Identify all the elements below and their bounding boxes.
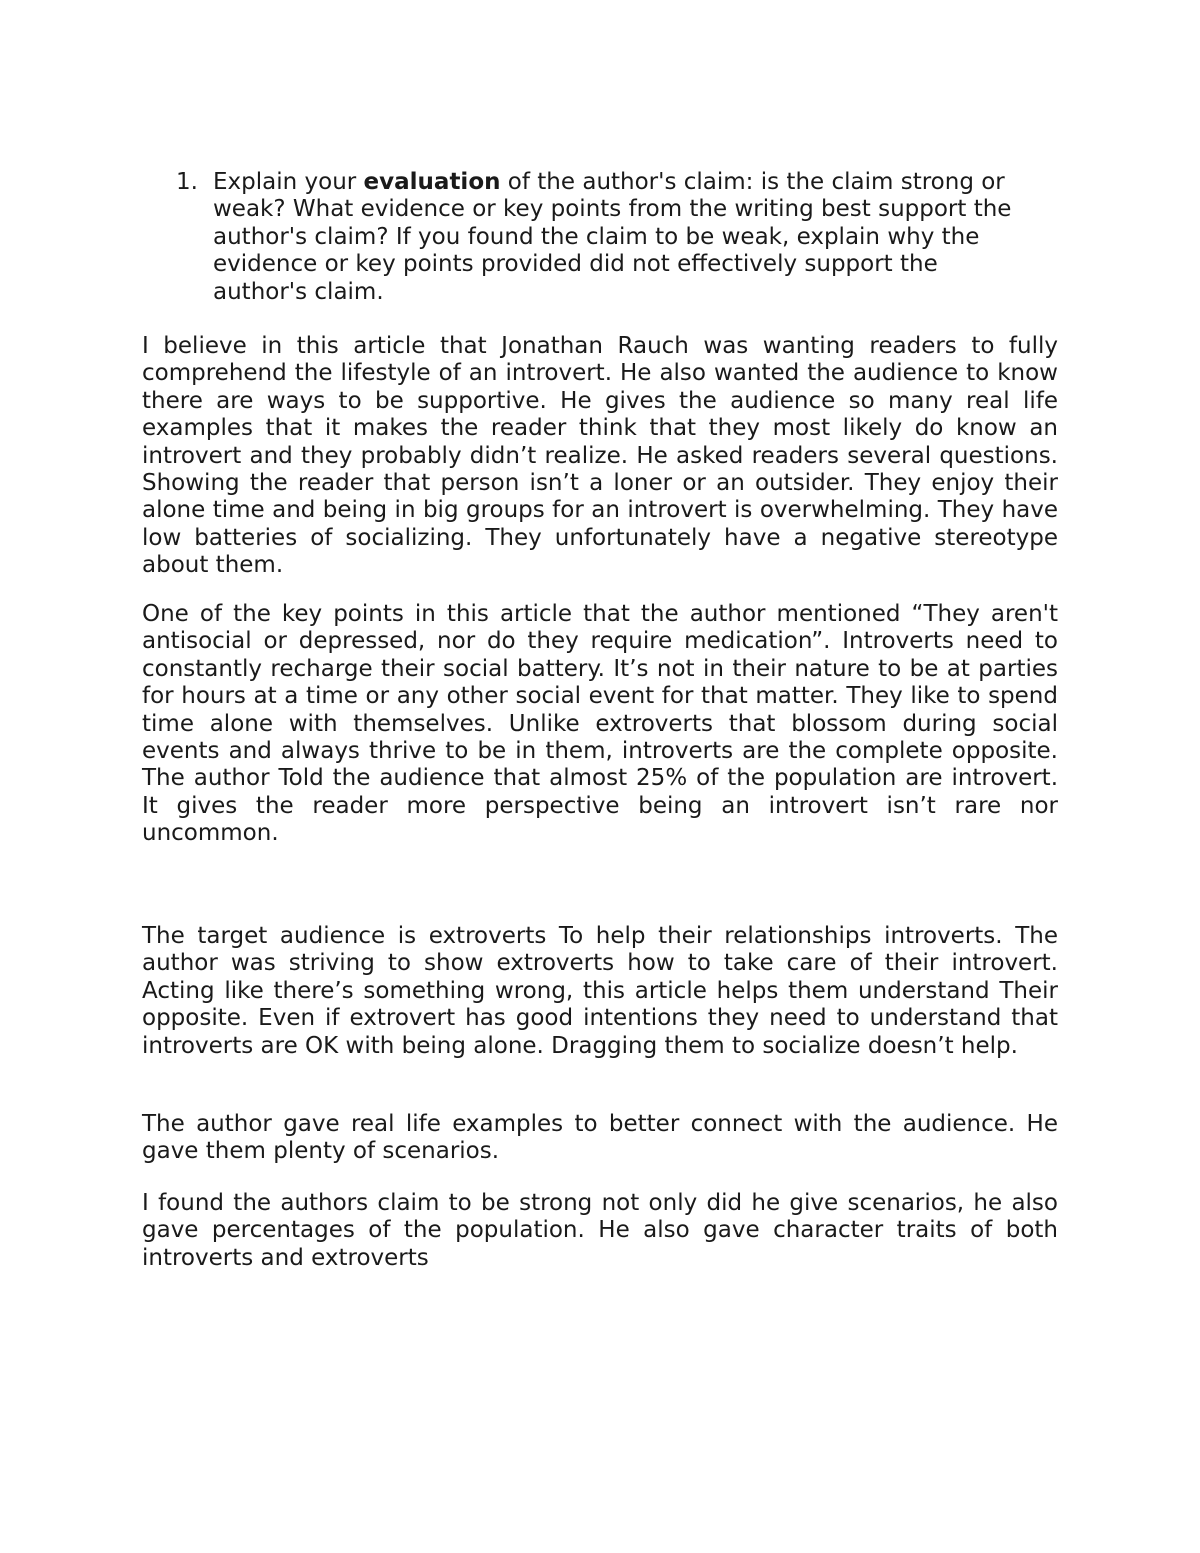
question-text-before: Explain your <box>213 169 364 195</box>
question-text-after: of the author's claim: is the claim strong or weak? What evidence or key points from the writing best support the author's claim? If you found the claim to be weak, explain why the evidence or key points provided did not effectively support the author's claim. <box>213 169 1012 305</box>
paragraph-5: I found the authors claim to be strong not only did he give scenarios, he also gave percentages of the population. He also gave character traits of both introverts and extroverts <box>142 1190 1058 1271</box>
paragraph-3: The target audience is extroverts To help their relationships introverts. The author was striving to show extroverts how to take care of their introvert. Acting like there’s something wrong, this article helps them understand Their opposite. Even if extrovert has good intentions they need to understand that introverts are OK with being alone. Dragging them to socialize doesn’t help. <box>142 923 1058 1059</box>
question-bold-word: evaluation <box>363 169 501 195</box>
list-number: 1. <box>176 169 198 195</box>
question-text <box>213 169 1038 306</box>
paragraph-1: I believe in this article that Jonathan Rauch was wanting readers to fully comprehend the lifestyle of an introvert. He also wanted the audience to know there are ways to be supportive. He gives the audience so many real life examples that it makes the reader think that they most likely do know an introvert and they probably didn’t realize. He asked readers several questions. Showing the reader that person isn’t a loner or an outsider. They enjoy their alone time and being in big groups for an introvert is overwhelming. They have low batteries of socializing. They unfortunately have a negative stereotype about them. <box>142 333 1058 579</box>
question-list-item <box>176 169 1046 306</box>
paragraph-2: One of the key points in this article that the author mentioned “They aren't antisocial or depressed, nor do they require medication”. Introverts need to constantly recharge their social battery. It’s not in their nature to be at parties for hours at a time or any other social event for that matter. They like to spend time alone with themselves. Unlike extroverts that blossom during social events and always thrive to be in them, introverts are the complete opposite. The author Told the audience that almost 25% of the population are introvert. It gives the reader more perspective being an introvert isn’t rare nor uncommon. <box>142 601 1058 847</box>
paragraph-4: The author gave real life examples to better connect with the audience. He gave them plenty of scenarios. <box>142 1111 1058 1165</box>
